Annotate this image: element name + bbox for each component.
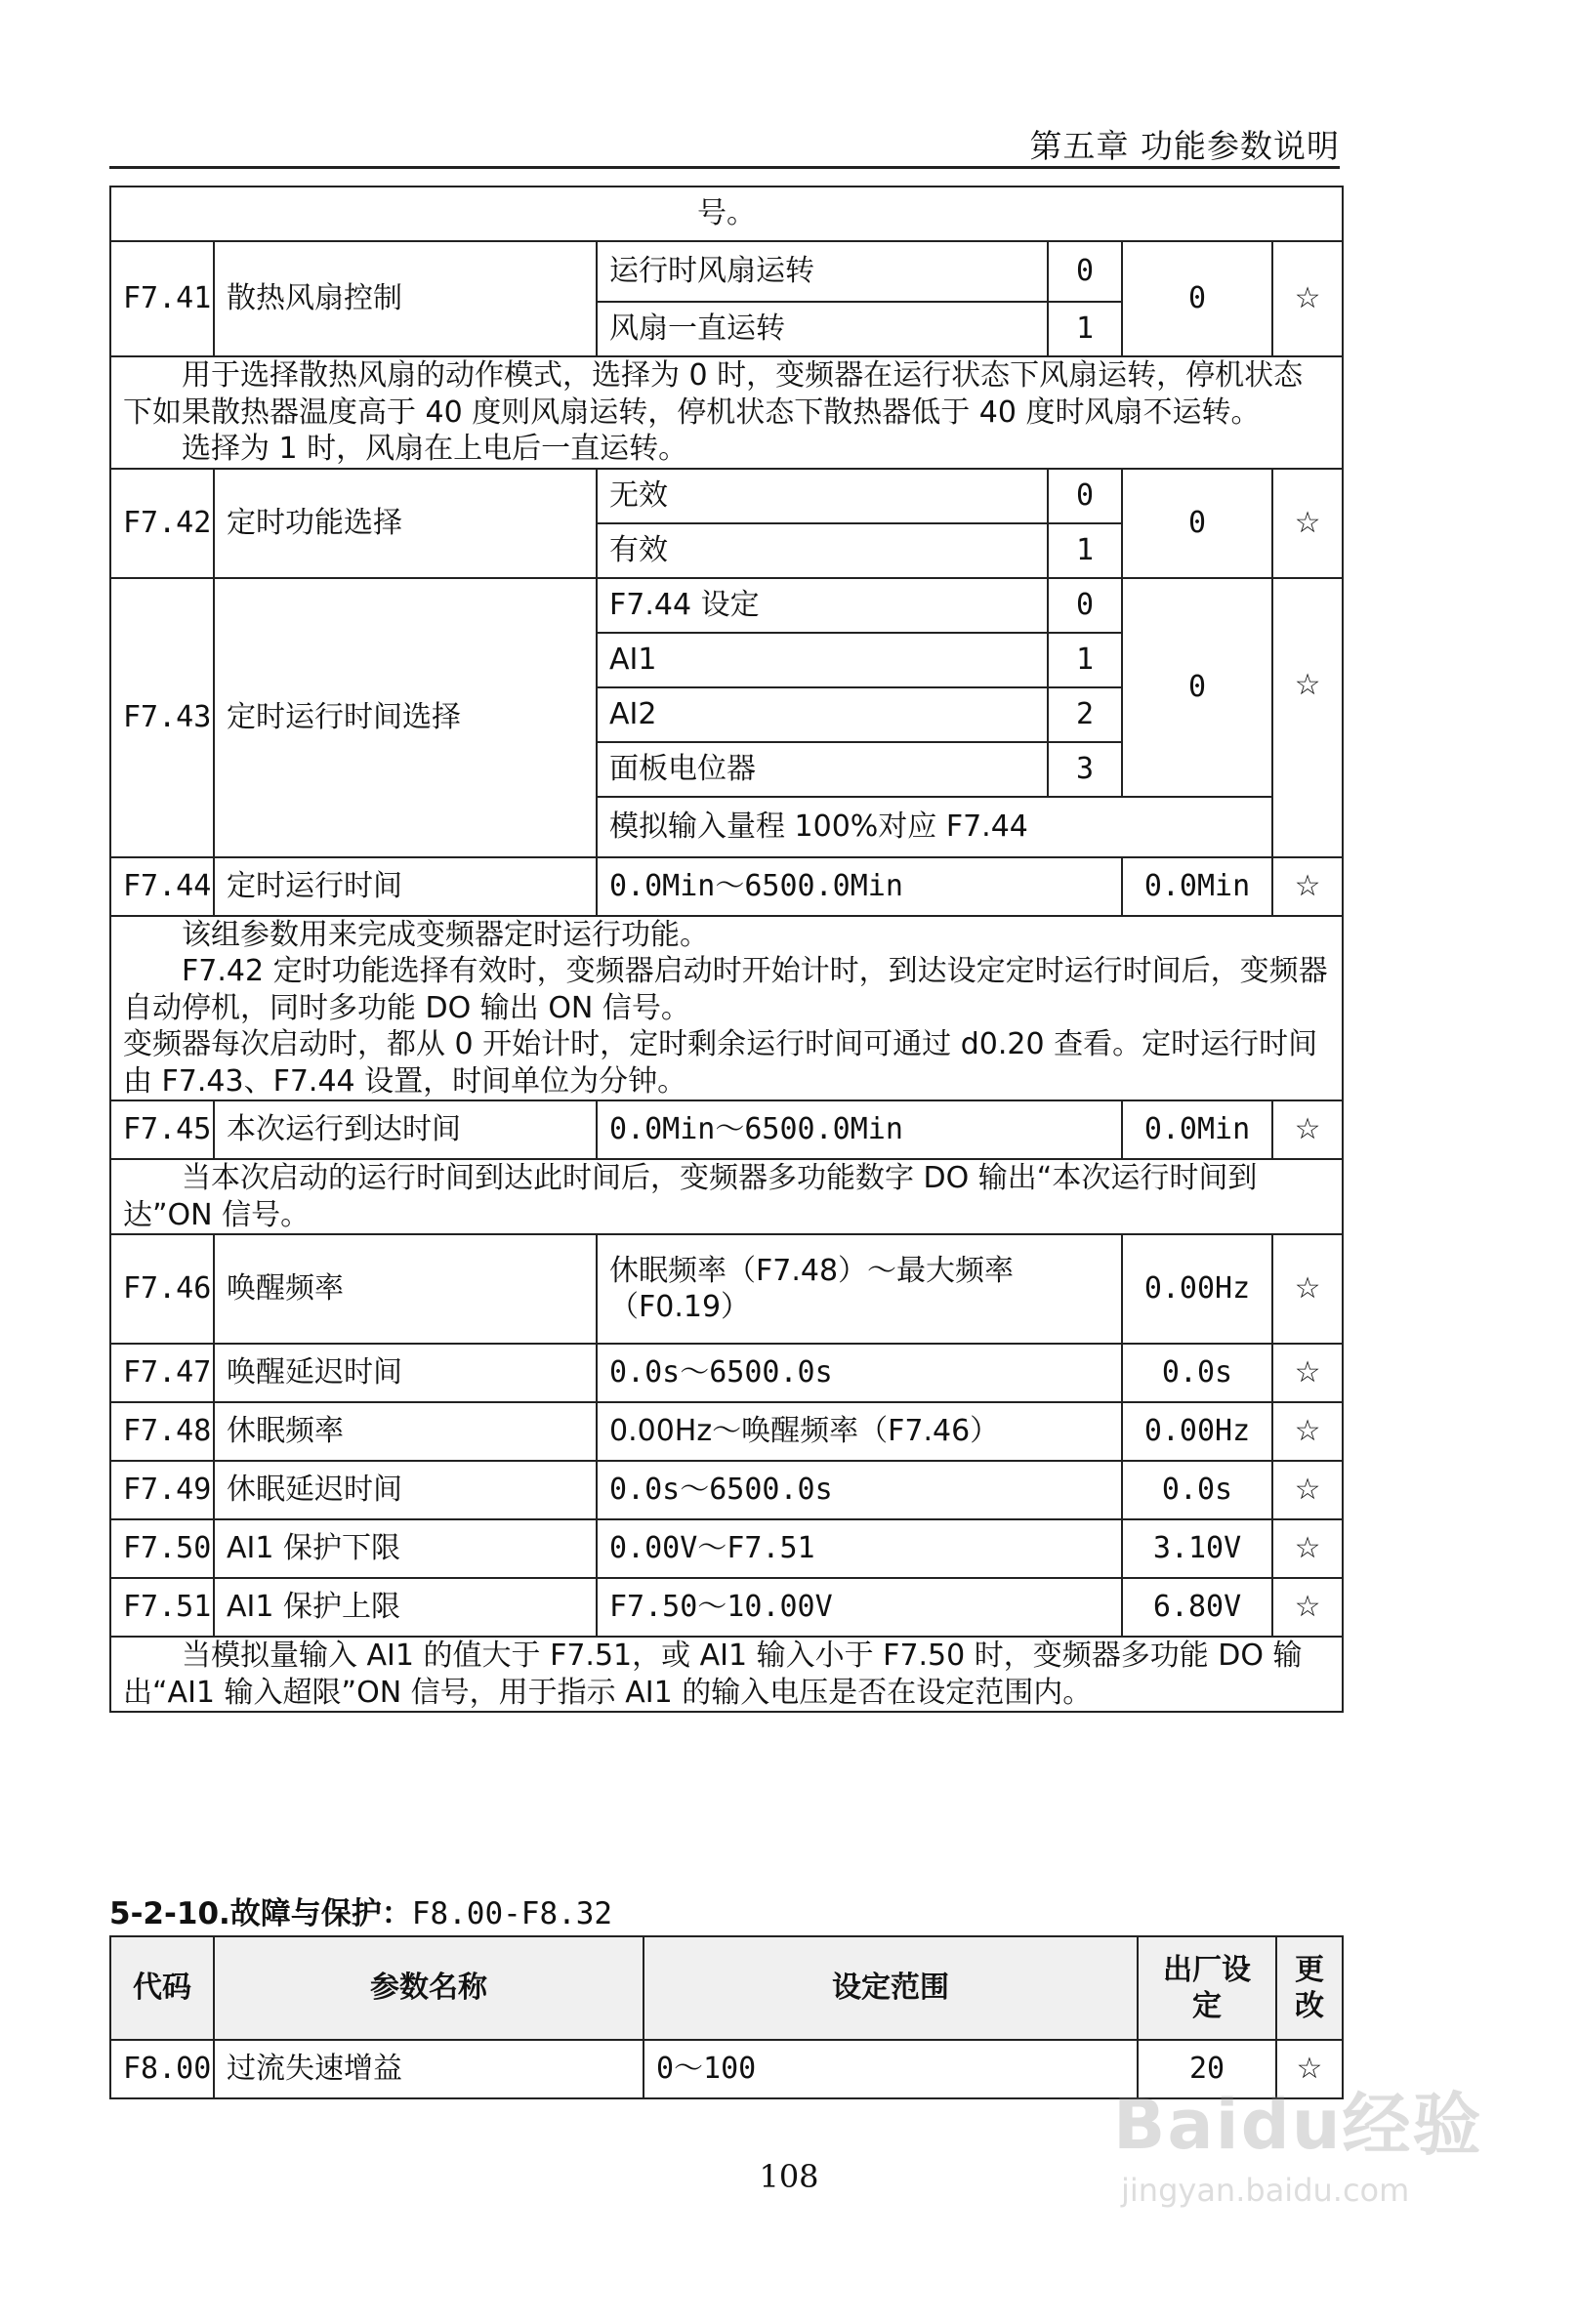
setting-range: F7.50～10.00V	[597, 1578, 1122, 1637]
param-name: 休眠延迟时间	[214, 1461, 597, 1519]
default-value: 0.00Hz	[1122, 1402, 1272, 1461]
description-row	[110, 1637, 1343, 1712]
change-star-icon: ☆	[1272, 1519, 1343, 1578]
description-paragraph: 当模拟量输入 AI1 的值大于 F7.51，或 AI1 输入小于 F7.50 时，变频器多功能 DO 输出“AI1 输入超限”ON 信号，用于指示 AI1 的输入电压是否在设定范围内。	[123, 1639, 1303, 1710]
change-star-icon: ☆	[1272, 1234, 1343, 1344]
description-paragraph: 用于选择散热风扇的动作模式，选择为 0 时，变频器在运行状态下风扇运转，停机状态下如果散热器温度高于 40 度则风扇运转，停机状态下散热器低于 40 度时风扇不运转。	[123, 358, 1304, 430]
param-name: AI1 保护上限	[214, 1578, 597, 1637]
section-title-range: F8.00-F8.32	[411, 1896, 613, 1931]
default-value: 0	[1122, 241, 1272, 356]
param-name: 唤醒频率	[214, 1234, 597, 1344]
watermark-brand: Baidu经验	[1113, 2085, 1483, 2165]
param-code: F7.43	[110, 578, 214, 857]
setting-range: 0.0Min～6500.0Min	[597, 857, 1122, 916]
description-paragraph: 选择为 1 时，风扇在上电后一直运转。	[182, 432, 688, 466]
default-value: 3.10V	[1122, 1519, 1272, 1578]
table-header-row	[110, 1936, 1343, 2040]
param-code: F7.49	[110, 1461, 214, 1519]
setting-range: 0.0Min～6500.0Min	[597, 1100, 1122, 1159]
option-value: 1	[1048, 633, 1122, 687]
header-default: 出厂设定	[1138, 1936, 1276, 2040]
chapter-title: 第五章 功能参数说明	[1029, 127, 1340, 165]
param-name: AI1 保护下限	[214, 1519, 597, 1578]
option-label: 无效	[597, 469, 1048, 523]
param-name: 休眠频率	[214, 1402, 597, 1461]
default-value: 0.00Hz	[1122, 1234, 1272, 1344]
table-row	[110, 1402, 1343, 1461]
table-row	[110, 1461, 1343, 1519]
default-value: 6.80V	[1122, 1578, 1272, 1637]
section-title-text: 5-2-10.故障与保护：	[109, 1896, 412, 1931]
change-star-icon: ☆	[1272, 578, 1343, 857]
param-name: 定时运行时间	[214, 857, 597, 916]
description	[110, 1637, 1343, 1712]
param-name: 过流失速增益	[214, 2040, 644, 2098]
change-star-icon: ☆	[1276, 2040, 1343, 2098]
option-value: 1	[1048, 523, 1122, 578]
page-header	[109, 115, 1340, 169]
continuation-text: 号。	[110, 187, 1343, 241]
page-number: 108	[759, 2158, 819, 2195]
param-name: 定时功能选择	[214, 469, 597, 578]
table-row	[110, 857, 1343, 916]
option-value: 0	[1048, 469, 1122, 523]
option-label: AI1	[597, 633, 1048, 687]
option-label: 风扇一直运转	[597, 302, 1048, 356]
description-paragraph: F7.42 定时功能选择有效时，变频器启动时开始计时，到达设定定时运行时间后，变频器自动停机，同时多功能 DO 输出 ON 信号。	[123, 954, 1328, 1025]
option-value: 2	[1048, 687, 1122, 742]
param-code: F7.44	[110, 857, 214, 916]
setting-range: 0.0s～6500.0s	[597, 1344, 1122, 1402]
param-name: 散热风扇控制	[214, 241, 597, 356]
param-code: F7.41	[110, 241, 214, 356]
param-code: F7.51	[110, 1578, 214, 1637]
param-name: 本次运行到达时间	[214, 1100, 597, 1159]
default-value: 0.0s	[1122, 1461, 1272, 1519]
default-value: 0.0Min	[1122, 1100, 1272, 1159]
parameter-table-f7	[109, 186, 1344, 1713]
watermark-url: jingyan.baidu.com	[1121, 2172, 1410, 2209]
param-code: F7.42	[110, 469, 214, 578]
baidu-watermark-logo	[1113, 2070, 1484, 2217]
default-value: 0	[1122, 578, 1272, 797]
change-star-icon: ☆	[1272, 1344, 1343, 1402]
setting-range: 0.00V～F7.51	[597, 1519, 1122, 1578]
table-row	[110, 1100, 1343, 1159]
description	[110, 1159, 1343, 1234]
param-code: F7.47	[110, 1344, 214, 1402]
table-row	[110, 1519, 1343, 1578]
description-row	[110, 916, 1343, 1101]
option-value: 1	[1048, 302, 1122, 356]
option-value: 3	[1048, 742, 1122, 797]
table-row	[110, 1234, 1343, 1344]
default-value: 0.0s	[1122, 1344, 1272, 1402]
table-row	[110, 1578, 1343, 1637]
param-code: F7.45	[110, 1100, 214, 1159]
param-code: F8.00	[110, 2040, 214, 2098]
option-value: 0	[1048, 578, 1122, 633]
default-value: 0.0Min	[1122, 857, 1272, 916]
setting-range: 休眠频率（F7.48）～最大频率（F0.19）	[597, 1234, 1122, 1344]
setting-range: 0～100	[644, 2040, 1138, 2098]
change-star-icon: ☆	[1272, 241, 1343, 356]
header-name: 参数名称	[214, 1936, 644, 2040]
header-code: 代码	[110, 1936, 214, 2040]
header-change: 更改	[1276, 1936, 1343, 2040]
setting-range: 0.0s～6500.0s	[597, 1461, 1122, 1519]
param-code: F7.46	[110, 1234, 214, 1344]
table-row	[110, 578, 1343, 633]
param-code: F7.50	[110, 1519, 214, 1578]
option-label: F7.44 设定	[597, 578, 1048, 633]
continuation-row	[110, 187, 1343, 241]
param-code: F7.48	[110, 1402, 214, 1461]
description	[110, 356, 1343, 469]
change-star-icon: ☆	[1272, 1402, 1343, 1461]
change-star-icon: ☆	[1272, 857, 1343, 916]
description-paragraph: 变频器每次启动时，都从 0 开始计时，定时剩余运行时间可通过 d0.20 查看。定时运行时间由 F7.43、F7.44 设置，时间单位为分钟。	[123, 1027, 1318, 1099]
table-row	[110, 469, 1343, 523]
description-row	[110, 1159, 1343, 1234]
setting-range: 0.00Hz～唤醒频率（F7.46）	[597, 1402, 1122, 1461]
param-name: 唤醒延迟时间	[214, 1344, 597, 1402]
option-label: 运行时风扇运转	[597, 241, 1048, 302]
description-paragraph: 当本次启动的运行时间到达此时间后，变频器多功能数字 DO 输出“本次运行时间到达”ON 信号。	[123, 1161, 1258, 1232]
section-title	[109, 1888, 612, 1932]
description-paragraph: 该组参数用来完成变频器定时运行功能。	[182, 917, 709, 952]
change-star-icon: ☆	[1272, 469, 1343, 578]
option-label: 面板电位器	[597, 742, 1048, 797]
change-star-icon: ☆	[1272, 1461, 1343, 1519]
header-range: 设定范围	[644, 1936, 1138, 2040]
description	[110, 916, 1343, 1101]
param-name: 定时运行时间选择	[214, 578, 597, 857]
table-row	[110, 241, 1343, 302]
change-star-icon: ☆	[1272, 1100, 1343, 1159]
default-value: 0	[1122, 469, 1272, 578]
option-label: 有效	[597, 523, 1048, 578]
description-row	[110, 356, 1343, 469]
table-row	[110, 1344, 1343, 1402]
option-value: 0	[1048, 241, 1122, 302]
change-star-icon: ☆	[1272, 1578, 1343, 1637]
option-label: AI2	[597, 687, 1048, 742]
default-value: 20	[1138, 2040, 1276, 2098]
option-note: 模拟输入量程 100%对应 F7.44	[597, 797, 1272, 857]
